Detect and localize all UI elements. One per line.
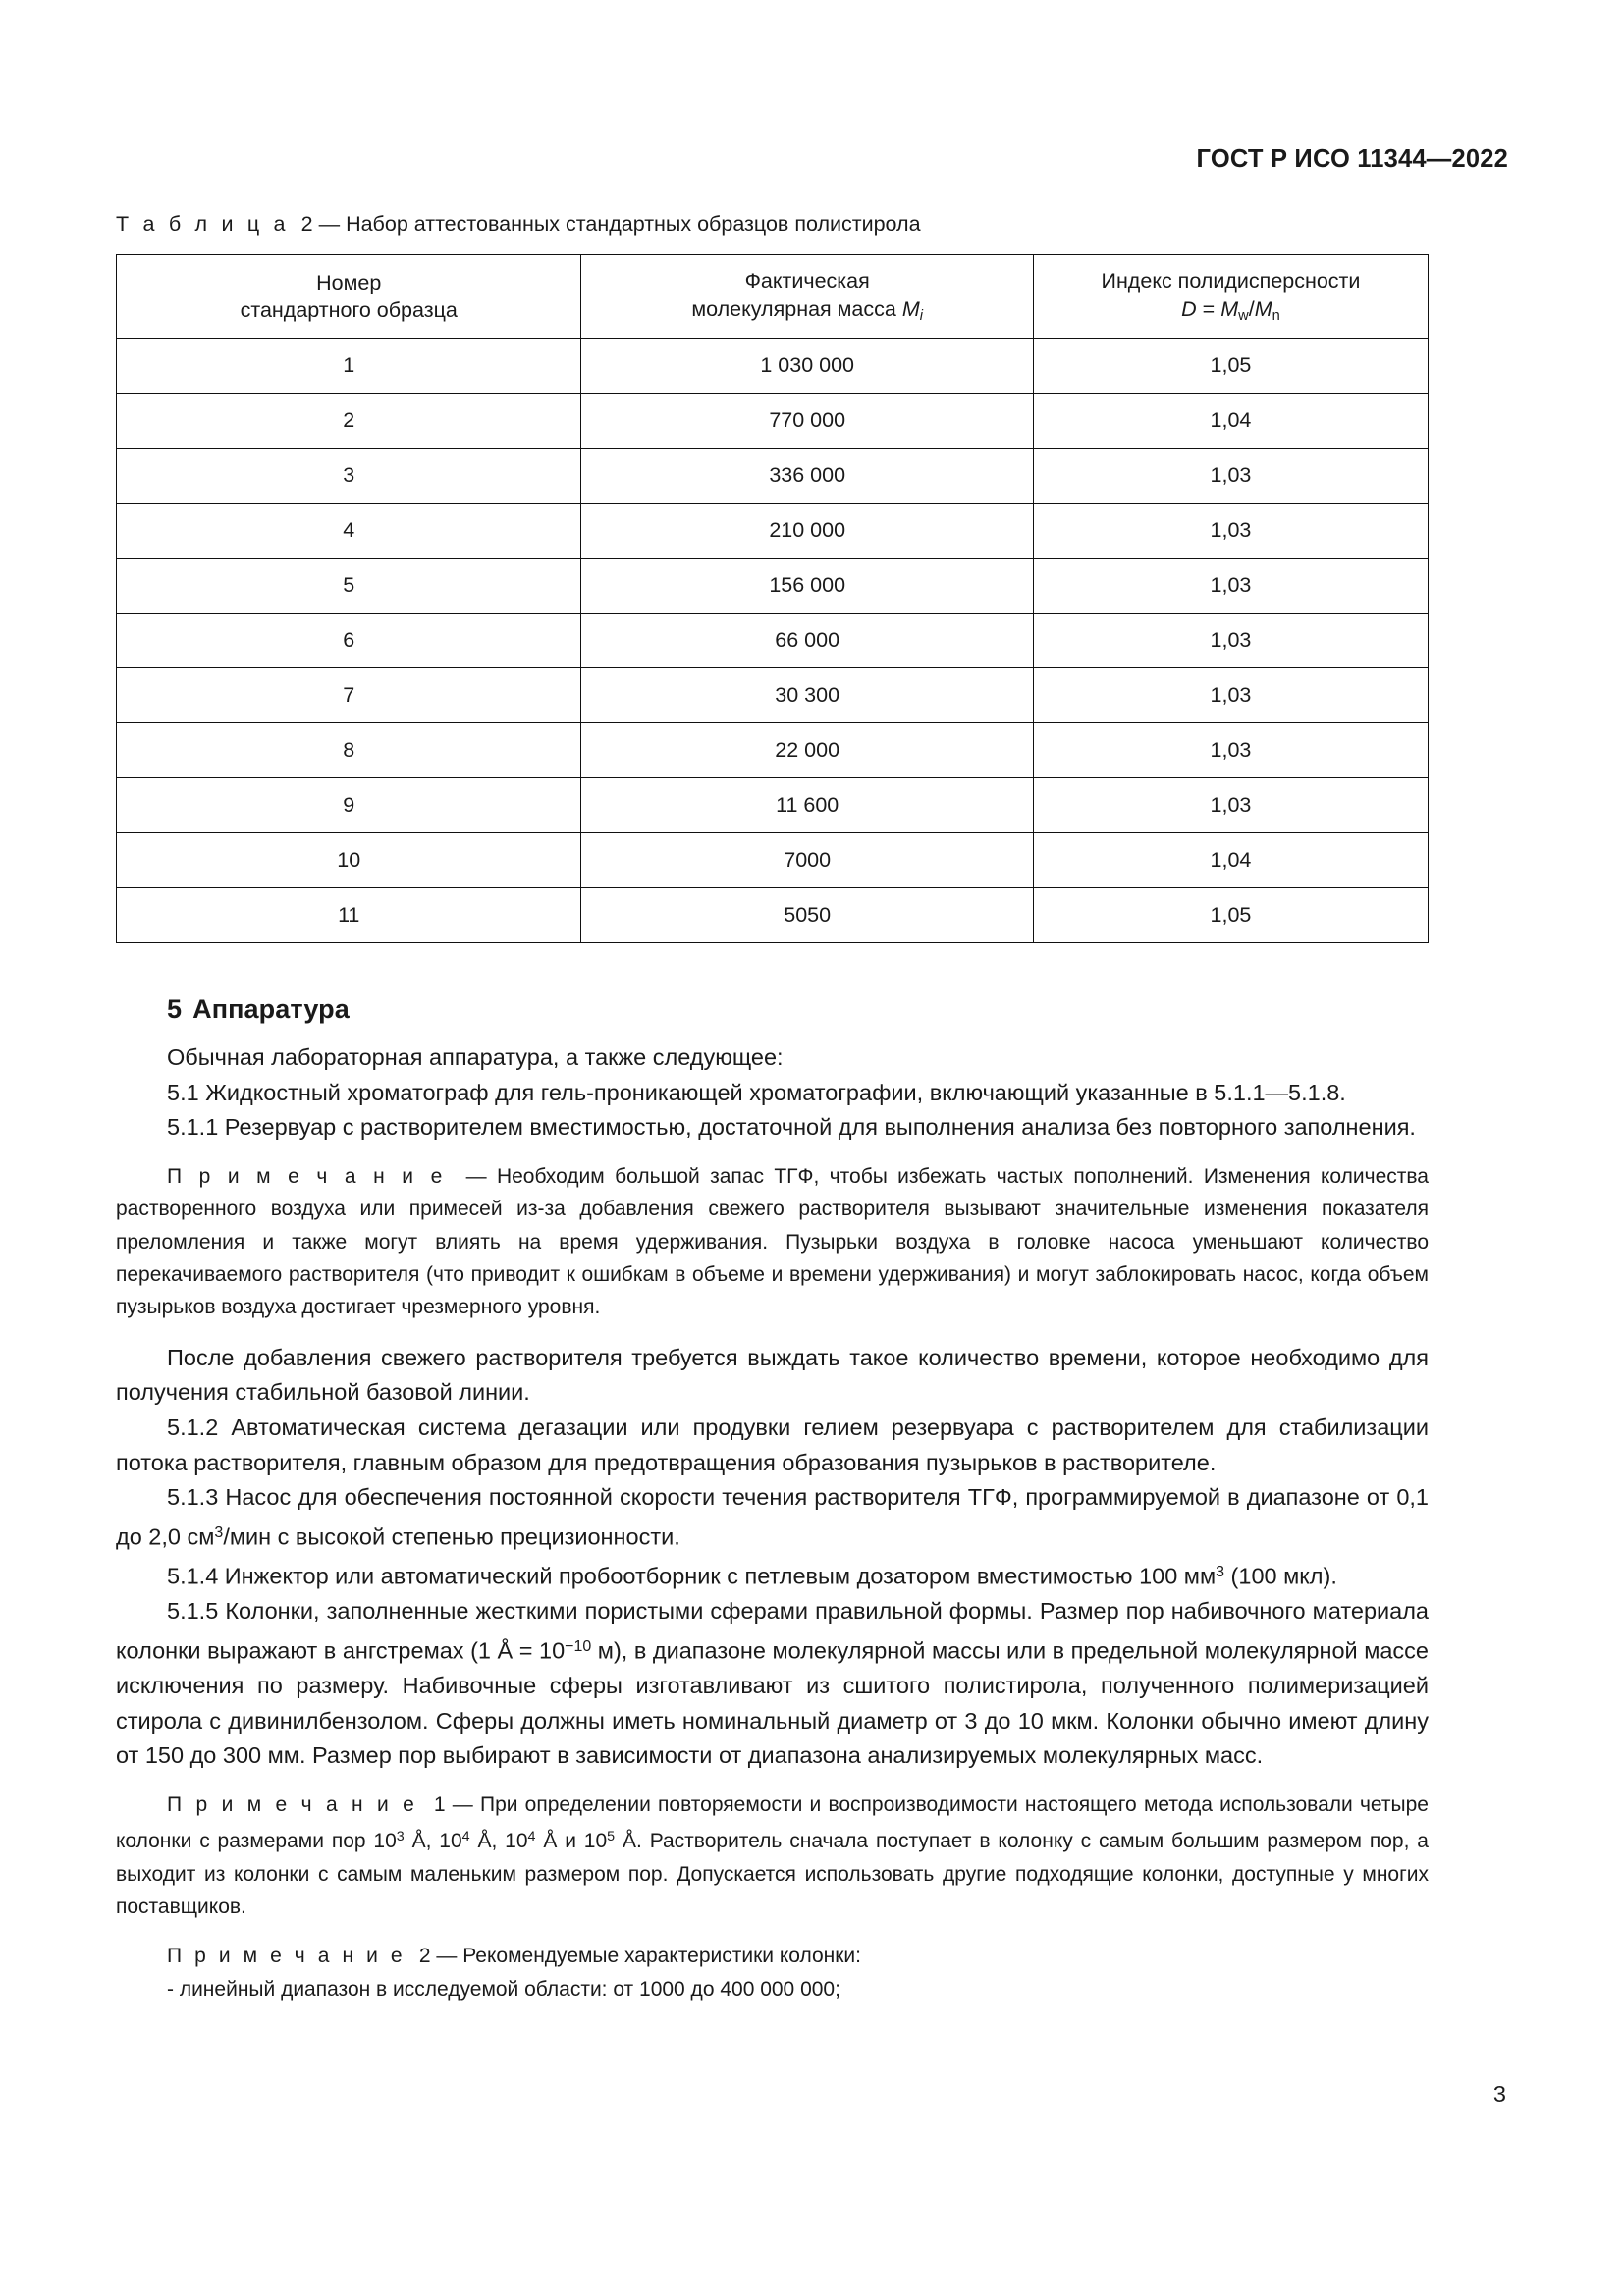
cell-polydispersity: 1,04 bbox=[1033, 394, 1428, 449]
note-dash: — bbox=[465, 1164, 487, 1188]
note-primechanie-2 bbox=[116, 1789, 1429, 1923]
cell-molecular-mass: 156 000 bbox=[581, 559, 1033, 614]
cell-sample-number: 10 bbox=[117, 833, 581, 888]
table-caption-dash: — bbox=[318, 212, 341, 236]
paragraph-5-1-1: 5.1.1 Резервуар с растворителем вместимостью, достаточной для выполнения анализа без повторного заполнения. bbox=[167, 1114, 1416, 1141]
paragraph-5-1-2: 5.1.2 Автоматическая система дегазации или продувки гелием резервуара с растворителем для стабилизации потока растворителя, главным образом для предотвращения образования пузырьков в растворителе. bbox=[116, 1415, 1429, 1475]
paragraph-5-1-3 bbox=[116, 1480, 1429, 1555]
symbol-mw-subscript: w bbox=[1238, 307, 1249, 324]
section-title: Аппаратура bbox=[192, 994, 350, 1024]
note-dash: — bbox=[436, 1945, 458, 1968]
cell-polydispersity: 1,03 bbox=[1033, 504, 1428, 559]
cell-polydispersity: 1,03 bbox=[1033, 723, 1428, 778]
table-head bbox=[117, 255, 1429, 339]
col-header-polydispersity-index bbox=[1033, 255, 1428, 339]
cell-polydispersity: 1,03 bbox=[1033, 668, 1428, 723]
cell-polydispersity: 1,05 bbox=[1033, 339, 1428, 394]
superscript-pore-size-1: 3 bbox=[396, 1829, 405, 1845]
table-caption bbox=[116, 212, 1429, 237]
note-number: 1 bbox=[433, 1792, 446, 1816]
paragraph-intro: Обычная лабораторная аппаратура, а также следующее: bbox=[167, 1044, 784, 1070]
cell-polydispersity: 1,03 bbox=[1033, 559, 1428, 614]
cell-sample-number: 6 bbox=[117, 614, 581, 668]
paragraph-5-1-4-part-b: (100 мкл). bbox=[1224, 1563, 1337, 1589]
table-row bbox=[117, 833, 1429, 888]
superscript-pore-size-4: 5 bbox=[607, 1829, 616, 1845]
cell-molecular-mass: 336 000 bbox=[581, 449, 1033, 504]
table-row bbox=[117, 723, 1429, 778]
paragraph-after-note: После добавления свежего растворителя требуется выждать такое количество времени, которое необходимо для получения стабильной базовой линии. bbox=[116, 1344, 1429, 1406]
col-header-molecular-mass bbox=[581, 255, 1033, 339]
symbol-mw: M bbox=[1220, 296, 1239, 321]
section-number: 5 bbox=[167, 994, 183, 1024]
paragraph-5-1-4-part-a: 5.1.4 Инжектор или автоматический пробоотборник с петлевым дозатором вместимостью 100 мм bbox=[167, 1563, 1217, 1589]
note-text-part-d: Å и 10 bbox=[535, 1830, 608, 1853]
note-primechanie-1 bbox=[116, 1160, 1429, 1324]
cell-polydispersity: 1,03 bbox=[1033, 614, 1428, 668]
paragraph-5-1: 5.1 Жидкостный хроматограф для гель-проникающей хроматографии, включающий указанные в 5.1.1—5.1.8. bbox=[167, 1079, 1346, 1105]
table-row bbox=[117, 668, 1429, 723]
table-caption-text: Набор аттестованных стандартных образцов полистирола bbox=[346, 212, 921, 236]
col-header-sample-number-line2: стандартного образца bbox=[240, 298, 458, 322]
note-text-part-c: Å, 10 bbox=[469, 1830, 528, 1853]
table-row bbox=[117, 394, 1429, 449]
table-row bbox=[117, 504, 1429, 559]
table-row bbox=[117, 559, 1429, 614]
slash-sign: / bbox=[1248, 296, 1255, 321]
paragraph-5-1-5 bbox=[116, 1594, 1429, 1774]
symbol-d: D bbox=[1181, 296, 1197, 321]
cell-molecular-mass: 66 000 bbox=[581, 614, 1033, 668]
cell-sample-number: 5 bbox=[117, 559, 581, 614]
cell-sample-number: 7 bbox=[117, 668, 581, 723]
superscript-pore-size-3: 4 bbox=[527, 1829, 536, 1845]
section-heading-apparatus bbox=[167, 994, 1429, 1025]
cell-polydispersity: 1,04 bbox=[1033, 833, 1428, 888]
cell-molecular-mass: 1 030 000 bbox=[581, 339, 1033, 394]
col-header-molecular-mass-line2: молекулярная масса bbox=[691, 296, 902, 321]
cell-molecular-mass: 7000 bbox=[581, 833, 1033, 888]
superscript-cubic: 3 bbox=[1216, 1564, 1225, 1581]
cell-sample-number: 3 bbox=[117, 449, 581, 504]
paragraph-5-1-3-part-b: /мин с высокой степенью прецизионности. bbox=[223, 1523, 680, 1550]
paragraph-5-1-5-part-a: 5.1.5 Колонки, заполненные жесткими пористыми сферами правильной формы. Размер пор набивочного материала колонки выражают в ангстремах (1 Å = 10 bbox=[116, 1598, 1429, 1664]
page-content bbox=[116, 212, 1429, 2005]
note-primechanie-3 bbox=[116, 1940, 1429, 1972]
table-row bbox=[117, 778, 1429, 833]
note-dash: — bbox=[452, 1792, 473, 1816]
symbol-m: M bbox=[901, 296, 920, 321]
table-row bbox=[117, 614, 1429, 668]
col-header-molecular-mass-line1: Фактическая bbox=[744, 269, 870, 294]
cell-sample-number: 8 bbox=[117, 723, 581, 778]
table-header-row bbox=[117, 255, 1429, 339]
superscript-pore-size-2: 4 bbox=[461, 1829, 470, 1845]
symbol-mn: M bbox=[1254, 296, 1272, 321]
table-body bbox=[117, 339, 1429, 943]
note-label: П р и м е ч а н и е bbox=[167, 1164, 446, 1188]
col-header-sample-number bbox=[117, 255, 581, 339]
cell-polydispersity: 1,05 bbox=[1033, 888, 1428, 943]
superscript-exponent-minus-ten: −10 bbox=[565, 1637, 592, 1655]
table-row bbox=[117, 339, 1429, 394]
list-item-linear-range: - линейный диапазон в исследуемой области: от 1000 до 400 000 000; bbox=[167, 1977, 840, 2001]
table-caption-number: 2 bbox=[300, 212, 313, 236]
running-header-standard-number: ГОСТ Р ИСО 11344—2022 bbox=[1196, 145, 1508, 173]
cell-sample-number: 9 bbox=[117, 778, 581, 833]
paragraph-5-1-3-part-a: 5.1.3 Насос для обеспечения постоянной скорости течения растворителя ТГФ, программируемой в диапазоне от 0,1 до 2,0 см bbox=[116, 1484, 1429, 1550]
table-row bbox=[117, 888, 1429, 943]
cell-molecular-mass: 22 000 bbox=[581, 723, 1033, 778]
cell-sample-number: 4 bbox=[117, 504, 581, 559]
cell-polydispersity: 1,03 bbox=[1033, 778, 1428, 833]
paragraph-5-1-5-part-b: м), в диапазоне молекулярной массы или в предельной молекулярной массе исключения по размеру. Набивочные сферы изготавливают из сшитого полистирола, полученного полимеризацией стирола с дивинилбензолом. Сферы должны иметь номинальный диаметр от 3 до 10 мкм. Колонки обычно имеют длину от 150 до 300 мм. Размер пор выбирают в зависимости от диапазона анализируемых молекулярных масс. bbox=[116, 1637, 1429, 1769]
note-text: Рекомендуемые характеристики колонки: bbox=[462, 1945, 861, 1968]
cell-molecular-mass: 5050 bbox=[581, 888, 1033, 943]
cell-sample-number: 11 bbox=[117, 888, 581, 943]
symbol-m-subscript-i: i bbox=[919, 307, 923, 324]
note-text-part-b: Å, 10 bbox=[404, 1830, 462, 1853]
note-label: П р и м е ч а н и е bbox=[167, 1945, 406, 1968]
table-caption-label: Т а б л и ц а bbox=[116, 212, 290, 236]
col-header-polydispersity-line1: Индекс полидисперсности bbox=[1101, 269, 1361, 294]
cell-polydispersity: 1,03 bbox=[1033, 449, 1428, 504]
standards-table bbox=[116, 254, 1429, 943]
cell-sample-number: 2 bbox=[117, 394, 581, 449]
page-number: 3 bbox=[1492, 2081, 1506, 2107]
note-label: П р и м е ч а н и е bbox=[167, 1792, 418, 1816]
note-text-part-e: Å. Растворитель сначала поступает в колонку с самым большим размером пор, а выходит из колонки с самым маленьким размером пор. Допускается использовать другие подходящие колонки, доступные у многих поставщиков. bbox=[116, 1830, 1429, 1918]
superscript-cubic: 3 bbox=[214, 1523, 224, 1541]
cell-molecular-mass: 11 600 bbox=[581, 778, 1033, 833]
note-number: 2 bbox=[418, 1945, 431, 1968]
cell-molecular-mass: 770 000 bbox=[581, 394, 1033, 449]
col-header-sample-number-line1: Номер bbox=[316, 270, 382, 294]
paragraph-5-1-4 bbox=[116, 1555, 1429, 1594]
note-text: Необходим большой запас ТГФ, чтобы избежать частых пополнений. Изменения количества растворенного воздуха или примесей из-за добавления свежего растворителя вызывают значительные изменения показателя преломления и также могут влиять на время удерживания. Пузырьки воздуха в головке насоса уменьшают количество перекачиваемого растворителя (что приводит к ошибкам в объеме и времени удерживания) и могут заблокировать насос, когда объем пузырьков воздуха достигает чрезмерного уровня. bbox=[116, 1164, 1429, 1319]
symbol-mn-subscript: n bbox=[1272, 307, 1280, 324]
note-text-part-a: При определении повторяемости и воспроизводимости настоящего метода использовали четыре колонки с размерами пор 10 bbox=[116, 1792, 1429, 1853]
equals-sign: = bbox=[1196, 296, 1221, 321]
cell-sample-number: 1 bbox=[117, 339, 581, 394]
cell-molecular-mass: 210 000 bbox=[581, 504, 1033, 559]
cell-molecular-mass: 30 300 bbox=[581, 668, 1033, 723]
table-row bbox=[117, 449, 1429, 504]
